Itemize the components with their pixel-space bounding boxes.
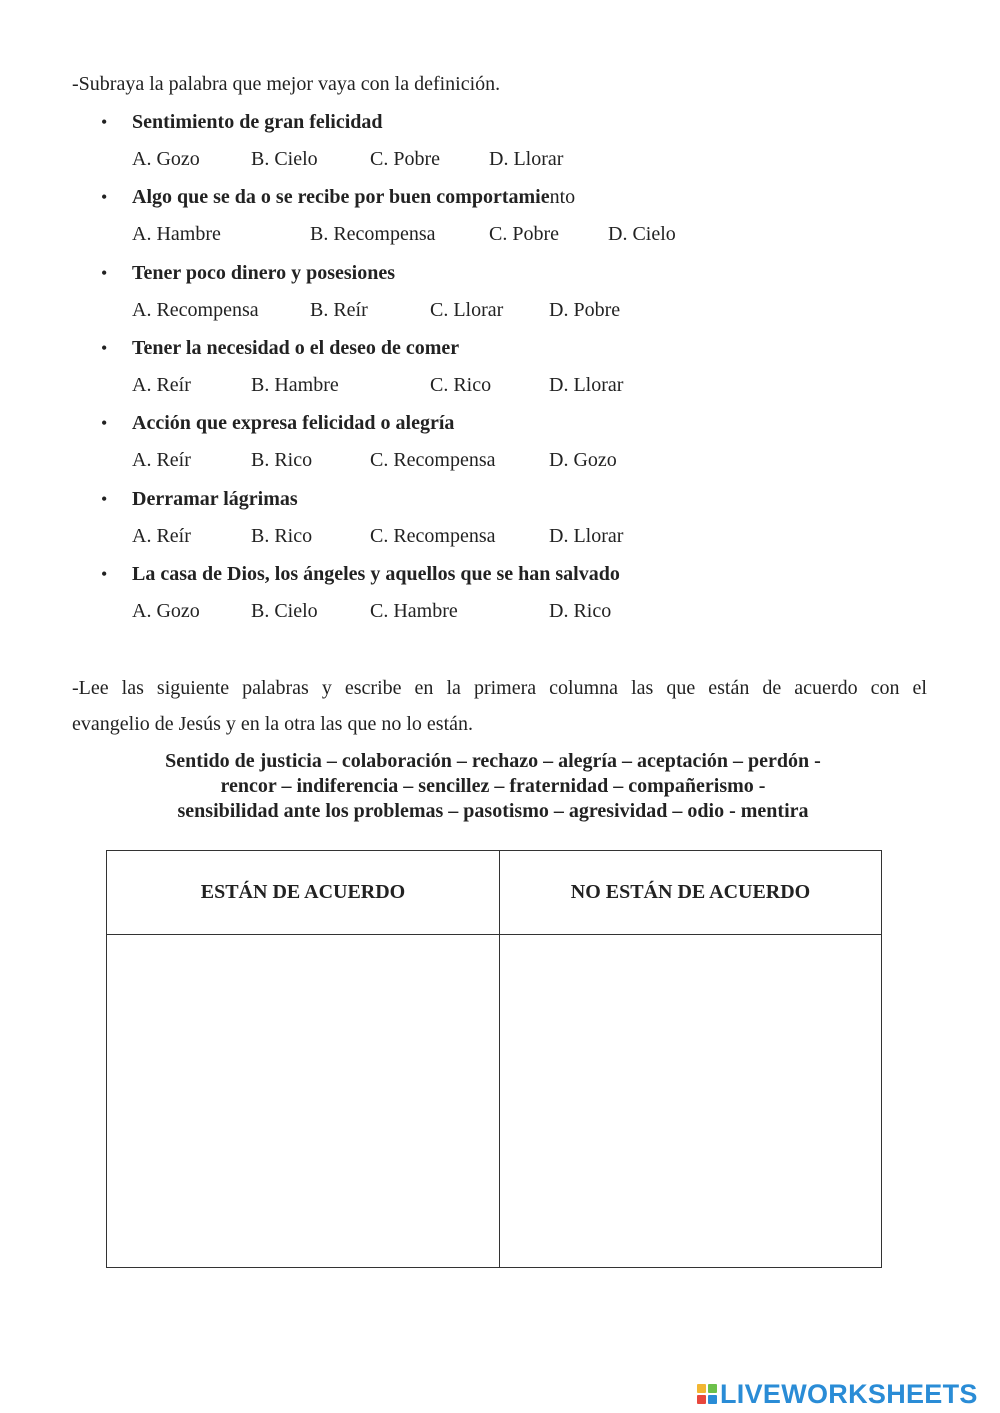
bullet-icon: • [101,413,108,433]
header-agree: ESTÁN DE ACUERDO [107,851,500,935]
question-prompt-text: Sentimiento de gran felicidad [132,111,383,133]
bullet-icon: • [101,263,108,283]
answer-option[interactable]: A. Gozo [132,600,200,622]
question-prompt-text: Algo que se da o se recibe por buen comportamie [132,186,550,208]
word-list-line-2: rencor – indiferencia – sencillez – fraternidad – compañerismo - [220,775,766,797]
answer-option[interactable]: C. Pobre [370,148,440,170]
answer-option[interactable]: A. Reír [132,374,191,396]
question-prompt [132,337,459,360]
question-prompt [132,488,298,511]
answer-option[interactable]: B. Hambre [251,374,339,396]
answer-option[interactable]: A. Reír [132,449,191,471]
answer-cell-disagree[interactable] [500,935,882,1268]
liveworksheets-logo [697,1378,978,1410]
question-prompt-text: Derramar lágrimas [132,488,298,510]
bullet-icon: • [101,564,108,584]
answer-option[interactable]: B. Recompensa [310,223,436,245]
question-prompt [132,111,383,134]
logo-mark-icon [697,1384,717,1404]
logo-mark-square [697,1395,706,1404]
answer-option[interactable]: C. Recompensa [370,525,496,547]
answer-option[interactable]: C. Llorar [430,299,504,321]
answer-option[interactable]: B. Rico [251,449,313,471]
answer-option[interactable]: D. Llorar [489,148,564,170]
question-prompt-tail: nto [549,186,576,208]
answer-option[interactable]: D. Llorar [549,525,624,547]
answer-option[interactable]: D. Gozo [549,449,617,471]
instruction-columns-line2: evangelio de Jesús y en la otra las que no lo están. [72,713,473,735]
answer-option[interactable]: B. Reír [310,299,368,321]
table-header-row [107,851,882,935]
bullet-icon: • [101,489,108,509]
answer-option[interactable]: A. Gozo [132,148,200,170]
answer-option[interactable]: A. Reír [132,525,191,547]
question-prompt-text: Tener la necesidad o el deseo de comer [132,337,460,359]
answer-option[interactable]: C. Recompensa [370,449,496,471]
answer-option[interactable]: B. Cielo [251,148,318,170]
table-answer-row [107,935,882,1268]
answer-option[interactable]: B. Rico [251,525,313,547]
classification-table [106,850,882,1268]
question-prompt [132,563,620,586]
answer-option[interactable]: C. Pobre [489,223,559,245]
answer-option[interactable]: C. Rico [430,374,492,396]
answer-option[interactable]: D. Llorar [549,374,624,396]
question-prompt [132,262,395,285]
logo-text: LIVEWORKSHEETS [720,1378,978,1409]
bullet-icon: • [101,187,108,207]
question-prompt-text: La casa de Dios, los ángeles y aquellos que se han salvado [132,563,620,585]
logo-mark-square [697,1384,706,1393]
question-prompt-text: Tener poco dinero y posesiones [132,262,395,284]
bullet-icon: • [101,338,108,358]
header-disagree: NO ESTÁN DE ACUERDO [500,851,882,935]
answer-option[interactable]: D. Cielo [608,223,676,245]
question-prompt [132,186,575,209]
answer-cell-agree[interactable] [107,935,500,1268]
answer-option[interactable]: A. Hambre [132,223,221,245]
answer-option[interactable]: C. Hambre [370,600,458,622]
logo-mark-square [708,1384,717,1393]
bullet-icon: • [101,112,108,132]
word-list-line-1: Sentido de justicia – colaboración – rechazo – alegría – aceptación – perdón - [165,750,821,772]
instruction-underline: -Subraya la palabra que mejor vaya con la definición. [72,73,501,95]
answer-option[interactable]: D. Rico [549,600,612,622]
logo-mark-square [708,1395,717,1404]
answer-option[interactable]: A. Recompensa [132,299,259,321]
instruction-columns-line1: -Lee las siguiente palabras y escribe en la primera columna las que están de acuerdo con el [72,677,927,699]
word-list-line-3: sensibilidad ante los problemas – pasotismo – agresividad – odio - mentira [177,800,809,822]
question-prompt-text: Acción que expresa felicidad o alegría [132,412,455,434]
question-prompt [132,412,454,435]
answer-option[interactable]: D. Pobre [549,299,621,321]
answer-option[interactable]: B. Cielo [251,600,318,622]
